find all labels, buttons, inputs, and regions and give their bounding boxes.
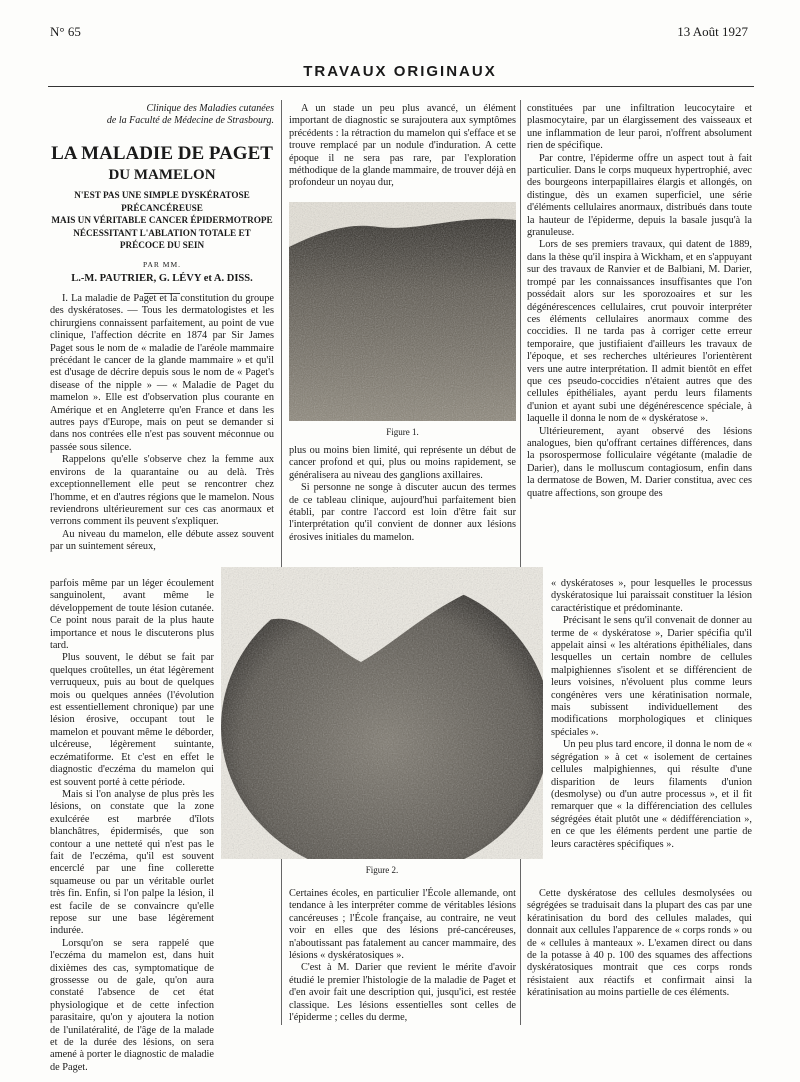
institution — [50, 103, 274, 127]
column-3-bottom — [527, 888, 752, 1000]
micrograph-image — [221, 567, 543, 859]
column-3-wrap — [551, 578, 752, 851]
paragraph: Lors de ses premiers travaux, qui datent de 1889, dans la thèse qu'il inspira à Wickham, et en s'appuyant sur des travaux de Ranvier et de Balbiani, M. Darier, trompé par les connaissances insuffisantes que l'on possédait alors sur les sporozoaires et sur les dégénérescences cellulaires, crut pouvoir interpréter ces éléments cellulaires anormaux comme des coccidies. Il ne tarda pas à corriger cette erreur temporaire, que justifiaient d'ailleurs les travaux de l'époque, et ses recherches ultérieures l'orientèrent vers une autre interprétation. Il admit bientôt en effet que ces pseudo-coccidies n'étaient autres que des cellules épithéliales, ayant perdu leurs filaments d'union et ayant subi une dégénérescence spéciale, à laquelle il donna le nom de « dyskératose ». — [527, 239, 752, 425]
issue-date: 13 Août 1927 — [677, 24, 748, 39]
column-2-bottom — [289, 888, 516, 1024]
header-rule — [48, 86, 754, 87]
paragraph: Rappelons qu'elle s'observe chez la femme aux environs de la quarantaine ou au delà. Très exceptionnellement elle peut se rencontrer chez l'homme, et en d'autres régions que le mamelon. Nous reviendrons ultérieurement sur ces cas anormaux et verrons comment ils peuvent s'expliquer. — [50, 454, 274, 528]
article-title: LA MALADIE DE PAGET — [51, 143, 273, 164]
by-label: PAR MM. — [143, 259, 181, 269]
paragraph: parfois même par un léger écoulement sanguinolent, avant même le développement de toute lésion cutanée. Ce point nous parait de la plus haute importance et nous le discuterons plus tard. — [50, 578, 214, 652]
paragraph: constituées par une infiltration leucocytaire et plasmocytaire, par un élargissement des vaisseaux et une inflammation de leur paroi, n'offrent absolument rien de spécifique. — [527, 103, 752, 152]
micrograph-image — [289, 202, 516, 421]
paragraph: plus ou moins bien limité, qui représente un début de cancer profond et qui, plus ou moins rapidement, se généralisera au niveau des ganglions axillaires. — [289, 445, 516, 481]
paragraph: Cette dyskératose des cellules desmolysées ou ségrégées se traduisait dans la plupart des cas par une kératinisation du bord des cellules malades, qui donnait aux cellules l'apparence de « corps ronds » ou de « cellules à manteaux ». L'examen direct ou dans de la potasse à 40 p. 100 des squames des affections dyskératosiques montrait que ces corps ronds résistaient aux réactifs et confirmait ainsi la kératinisation au moins partielle de ces éléments. — [527, 888, 752, 999]
column-divider — [281, 100, 282, 1025]
article-title-line-2: DU MAMELON — [108, 167, 216, 183]
column-2-top — [289, 103, 516, 190]
column-1-wrap — [50, 578, 214, 1074]
section-title: TRAVAUX ORIGINAUX — [303, 63, 497, 80]
figure-1-micrograph — [289, 202, 516, 421]
institution-line: Clinique des Maladies cutanées — [146, 103, 274, 114]
paragraph: Par contre, l'épiderme offre un aspect tout à fait particulier. Dans le corps muqueux hypertrophié, avec des bourgeons interpapillaires élargis et allongés, on distingue, dès un examen superficiel, une série d'éléments cellulaires anormaux, distribués dans toute la hauteur de l'épiderme, depuis la basale jusqu'à la granuleuse. — [527, 152, 752, 239]
subtitle-line: N'EST PAS UNE SIMPLE DYSKÉRATOSE PRÉCANCÉREUSE — [74, 190, 250, 213]
issue-number: N° 65 — [50, 24, 81, 39]
column-divider — [520, 100, 521, 1025]
subtitle-line: MAIS UN VÉRITABLE CANCER ÉPIDERMOTROPE — [51, 215, 273, 225]
paragraph: A un stade un peu plus avancé, un élément important de diagnostic se surajoutera aux symptômes précédents : la rétraction du mamelon qui s'efface et se trouve remplacé par un nodule d'induration. A cette époque il ne sera pas rare, par l'exploration méthodique de la glande mammaire, de trouver déjà en profondeur un noyau dur, — [289, 103, 516, 189]
paragraph: Ultérieurement, ayant observé des lésions analogues, bien qu'offrant certaines différences, dans la psorospermose folliculaire végétante (maladie de Darier), dans le molluscum contagiosum, enfin dans la dermatose de Bowen, M. Darier constitua, avec ces quatre affections, son groupe des — [527, 425, 752, 499]
paragraph: Mais si l'on analyse de plus près les lésions, on constate que la zone exulcérée est marbrée d'îlots blanchâtres, épidermisés, que son contour a une netteté qui n'est pas le fait de l'eczéma, qu'il est souvent encerclé par une fine collerette squameuse ou par un véritable ourlet très fin. Enfin, si l'on palpe la lésion, il est facile de se convaincre qu'elle repose sur une base légèrement indurée. — [50, 788, 214, 937]
column-1-body — [50, 293, 274, 554]
paragraph: « dyskératoses », pour lesquelles le processus dyskératosique lui paraissait constituer la lésion caractéristique et prédominante. — [551, 578, 752, 614]
column-2-middle — [289, 445, 516, 544]
figure-1-caption: Figure 1. — [386, 427, 419, 437]
subtitle-line: NÉCESSITANT L'ABLATION TOTALE ET PRÉCOCE DU SEIN — [73, 227, 251, 250]
paragraph: Si personne ne songe à discuter aucun des termes de ce tableau clinique, aujourd'hui parfaitement bien établi, par contre l'accord est loin d'être fait sur l'interprétation qu'il convient de donner aux lésions érosives initiales du mamelon. — [289, 482, 516, 543]
page-header — [0, 24, 800, 44]
figure-2-caption: Figure 2. — [365, 865, 399, 875]
article-subtitle — [50, 189, 274, 252]
article-header — [50, 103, 274, 304]
paragraph: Certaines écoles, en particulier l'École allemande, ont tendance à les interpréter comme de véritables lésions cancéreuses ; l'École française, au contraire, ne veut voir en elles que des lésions pré-cancéreuses, n'aboutissant pas fatalement au cancer mammaire, des lésions « dyskératosiques ». — [289, 888, 516, 962]
paragraph: I. La maladie de Paget et la constitution du groupe des dyskératoses. — Tous les dermatologistes et les chirurgiens connaissent parfaitement, au point de vue clinique, l'affection décrite en 1874 par Sir James Paget sous le nom de « maladie de l'aréole mammaire précédant le cancer de la glande mammaire » et qu'il est d'usage de décrire depuis sous le nom de « Paget's disease of the nipple » — « Maladie de Paget du mamelon ». Elle est d'observation plus courante en Amérique et en Angleterre qu'en France et dans les autres pays d'Europe, mais on peut se demander si dans nos contrées elle n'est pas souvent méconnue ou passée sous silence. — [50, 293, 274, 453]
paragraph: C'est à M. Darier que revient le mérite d'avoir étudié le premier l'histologie de la maladie de Paget et d'en avoir fait une description qui, jusqu'ici, est restée classique. Les lésions essentielles sont celles de l'épiderme ; celles du derme, — [289, 962, 516, 1024]
column-3-top — [527, 103, 752, 500]
institution-line: de la Faculté de Médecine de Strasbourg. — [106, 115, 274, 126]
paragraph: Un peu plus tard encore, il donna le nom de « ségrégation » à cet « isolement de certaines cellules malpighiennes, qui résulte d'une disparition de leurs filaments d'union (desmolyse) ou d'un autre processus », et il fit remarquer que « la différenciation des cellules ségrégées était plutôt une « dédifférenciation », en ce que les éléments perdent une partie de leurs caractères spécifiques ». — [551, 739, 752, 850]
paragraph: Au niveau du mamelon, elle débute assez souvent par un suintement séreux, — [50, 528, 274, 553]
figure-2-micrograph — [221, 567, 543, 859]
paragraph: Plus souvent, le début se fait par quelques croûtelles, un état légèrement verruqueux, puis au bout de quelques mois ou quelques années (l'évolution est essentiellement chronique) par une lésion érosive, occupant tout le mamelon et pouvant même le déborder, ulcéreuse, légèrement suintante, eczématiforme. Et c'est en effet le diagnostic d'eczéma du mamelon qui est souvent porté à cette période. — [50, 652, 214, 788]
authors: L.-M. PAUTRIER, G. LÉVY et A. DISS. — [71, 272, 253, 284]
paragraph: Précisant le sens qu'il convenait de donner au terme de « dyskératose », Darier spécifia qu'il appelait ainsi « les altérations épithéliales, dans lesquelles un certain nombre de cellules malpighiennes s'isolent et se différencient de leurs voisines, n'évoluent plus comme leurs congénères vers une kératinisation normale, mais subissent individuellement des modifications morphologiques et cliniques spéciales ». — [551, 615, 752, 738]
paragraph: Lorsqu'on se sera rappelé que l'eczéma du mamelon est, dans huit dixièmes des cas, symptomatique de grossesse ou de gale, qu'on aura constaté l'absence de cet état physiologique et de cette infection parasitaire, qu'on y ajoutera la notion de l'unilatéralité, de l'âge de la malade et de la durée des lésions, on sera amené à porter le diagnostic de maladie de Paget. — [50, 937, 214, 1073]
